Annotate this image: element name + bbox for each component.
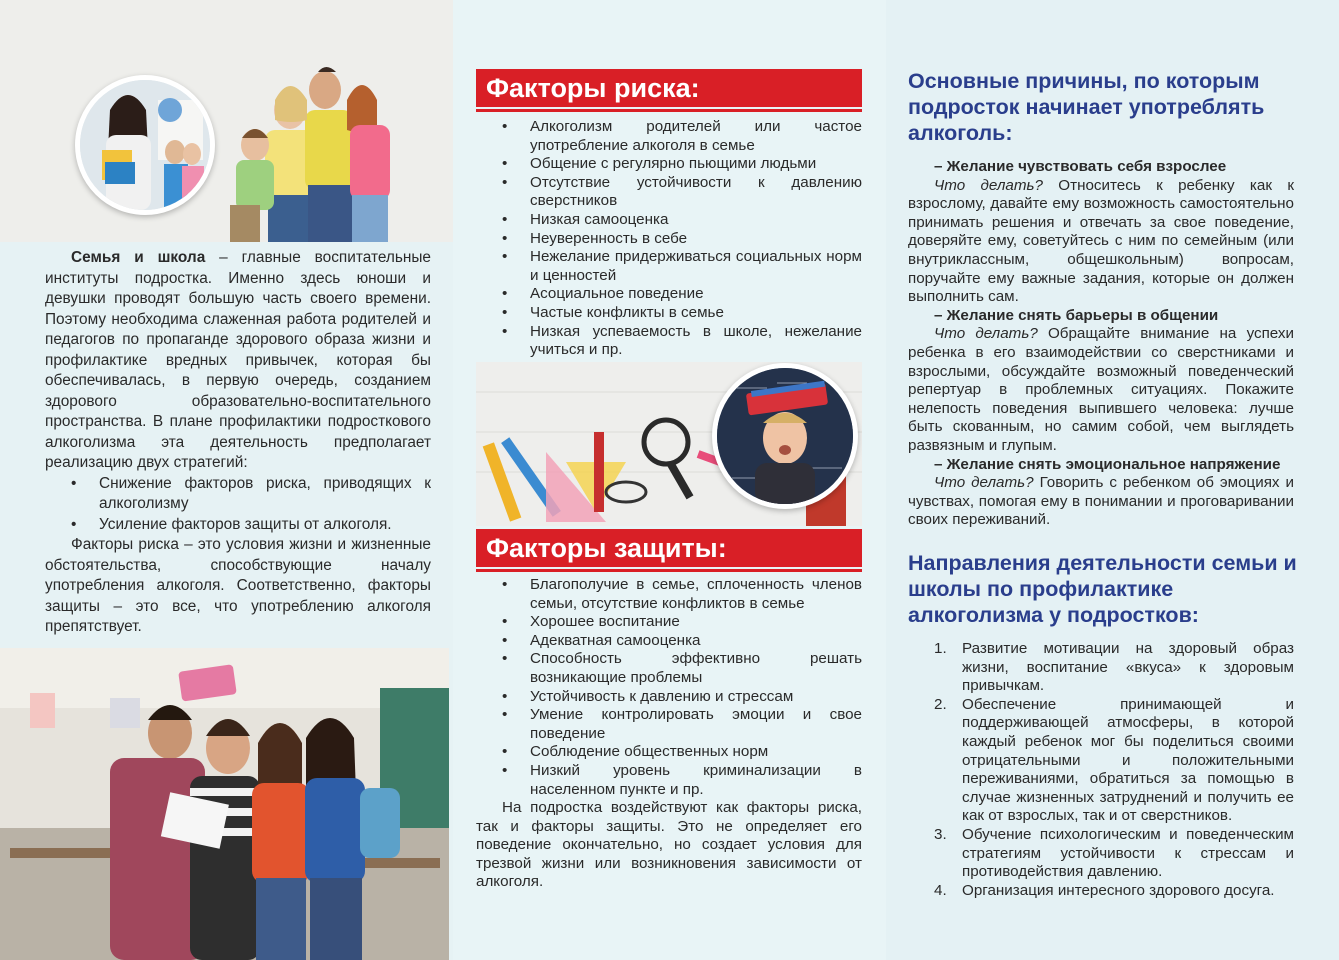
reasons-title: Основные причины, по которым подросток начинает употреблять алкоголь: bbox=[908, 69, 1265, 145]
direction-number: 3. bbox=[934, 825, 947, 843]
left-panel bbox=[0, 0, 453, 960]
directions-list bbox=[934, 640, 1294, 900]
protective-factors-title: Факторы защиты: bbox=[476, 529, 862, 567]
reason-advice-text: Относитесь к ребенку как к взрослому, давайте ему возможность самостоятельно принимать решения и отвечать за свое поведение, доверяйте ему, советуйтесь с ним по семейным (или внутриклассным, общешкольным) вопросам, поручайте ему важные задания, которые он должен выполнить сам. bbox=[908, 176, 1294, 306]
reason-item bbox=[908, 456, 1294, 530]
intro-bold-term: Семья и школа bbox=[71, 249, 206, 266]
protective-factor-item: • Устойчивость к давлению и стрессам bbox=[502, 688, 862, 707]
direction-item bbox=[934, 826, 1294, 882]
risk-factor-item: • Нежелание придерживаться социальных норм и ценностей bbox=[502, 248, 862, 285]
reason-advice-text: Обращайте внимание на успехи ребенка в его взаимодействии со сверстниками и взрослыми, обсуждайте возможный поведенческий репертуар в проблемных ситуациях. Покажите нелепость поведения выпившего человека: лучше быть скованным, но самим собой, чем выглядеть развязным и глупым. bbox=[908, 325, 1294, 454]
reason-advice bbox=[908, 474, 1294, 530]
boy-with-book-photo bbox=[712, 363, 858, 509]
direction-text: Обучение психологическим и поведенческим стратегиям устойчивости к стрессам и противодействия давлению. bbox=[962, 825, 1294, 881]
risk-factor-item: • Алкоголизм родителей или частое употребление алкоголя в семье bbox=[502, 118, 862, 155]
protective-factor-item: • Адекватная самооценка bbox=[502, 632, 862, 651]
risk-factor-item: • Частые конфликты в семье bbox=[502, 304, 862, 323]
directions-title: Направления деятельности семьи и школы по профилактике алкоголизма у подростков: bbox=[908, 551, 1297, 627]
risk-factor-item: • Низкая самооценка bbox=[502, 211, 862, 230]
risk-factor-item: • Общение с регулярно пьющими людьми bbox=[502, 155, 862, 174]
intro-text-block bbox=[45, 248, 431, 638]
risk-factor-item: • Низкая успеваемость в школе, нежелание учиться и пр. bbox=[502, 323, 862, 360]
protective-factor-item: • Хорошее воспитание bbox=[502, 613, 862, 632]
direction-text: Развитие мотивации на здоровый образ жизни, воспитание «вкуса» к здоровым привычкам. bbox=[962, 640, 1294, 695]
reasons-block bbox=[908, 158, 1294, 530]
direction-item bbox=[934, 882, 1294, 901]
what-to-do-label: Что делать? bbox=[934, 325, 1038, 343]
teens-illustration bbox=[0, 648, 449, 960]
protective-factor-item: • Соблюдение общественных норм bbox=[502, 743, 862, 762]
direction-item bbox=[934, 640, 1294, 696]
strategy-item: • Снижение факторов риска, приводящих к алкоголизму bbox=[45, 474, 431, 515]
teacher-illustration bbox=[80, 80, 210, 210]
what-to-do-label: Что делать? bbox=[934, 176, 1043, 194]
protective-factors-list bbox=[502, 576, 862, 799]
reason-item bbox=[908, 307, 1294, 456]
what-to-do-label: Что делать? bbox=[934, 474, 1034, 492]
middle-closing-paragraph: На подростка воздействуют как факторы риска, так и факторы защиты. Это не определяет его поведение окончательно, но создает условия для трезвой жизни или возникновения зависимости от алкоголя. bbox=[476, 799, 862, 891]
reason-heading: – Желание чувствовать себя взрослее bbox=[934, 158, 1227, 175]
reason-advice bbox=[908, 325, 1294, 455]
reason-heading: – Желание снять эмоциональное напряжение bbox=[934, 455, 1281, 473]
intro-text: – главные воспитательные институты подростка. Именно здесь юноши и девушки проводят большую часть своего времени. Поэтому необходима слаженная работа родителей и педагогов по пропаганде здорового образа жизни и профилактике вредных привычек, которая бы обеспечивалась, в первую очередь, созданием здорового образовательно-воспитательного пространства. В плане профилактики подросткового алкоголизма эта деятельность предполагает реализацию двух стратегий: bbox=[45, 249, 431, 471]
family-illustration bbox=[0, 0, 453, 242]
risk-factor-item: • Отсутствие устойчивости к давлению сверстников bbox=[502, 174, 862, 211]
family-photo bbox=[0, 0, 453, 242]
direction-number: 4. bbox=[934, 881, 947, 899]
strategy-item: • Усиление факторов защиты от алкоголя. bbox=[45, 515, 431, 536]
protective-factor-item: • Низкий уровень криминализации в населенном пункте и пр. bbox=[502, 762, 862, 799]
direction-number: 1. bbox=[934, 640, 947, 657]
school-supplies-photo bbox=[476, 362, 862, 526]
boy-illustration bbox=[717, 368, 853, 504]
protective-factor-item: • Способность эффективно решать возникающие проблемы bbox=[502, 650, 862, 687]
direction-text: Обеспечение принимающей и поддерживающей атмосферы, в которой каждый ребенок мог бы поделиться своими отрицательными и положительными переживаниями, обратиться за помощью в случае жизненных затруднений и получить ее как от взрослых, так и от сверстников. bbox=[962, 695, 1294, 825]
direction-text: Организация интересного здорового досуга. bbox=[962, 881, 1275, 899]
reason-item bbox=[908, 158, 1294, 307]
reason-advice-text: Говорить с ребенком об эмоциях и чувствах, помогая ему в понимании и проговаривании своих переживаний. bbox=[908, 474, 1295, 529]
intro-paragraph bbox=[45, 248, 431, 474]
risk-factor-item: • Асоциальное поведение bbox=[502, 285, 862, 304]
risk-factor-item: • Неуверенность в себе bbox=[502, 230, 862, 249]
risk-factors-title: Факторы риска: bbox=[476, 69, 862, 107]
risk-factors-list bbox=[502, 118, 862, 360]
direction-item bbox=[934, 696, 1294, 826]
reason-heading: – Желание снять барьеры в общении bbox=[934, 306, 1219, 324]
closing-paragraph: Факторы риска – это условия жизни и жизненные обстоятельства, способствующие началу употребления алкоголя. Соответственно, факторы защиты – это все, что употреблению алкоголя препятствует. bbox=[45, 536, 431, 635]
teens-selfie-photo bbox=[0, 648, 449, 960]
direction-number: 2. bbox=[934, 695, 947, 713]
teacher-photo bbox=[75, 75, 215, 215]
protective-factor-item: • Благополучие в семье, сплоченность членов семьи, отсутствие конфликтов в семье bbox=[502, 576, 862, 613]
protective-factor-item: • Умение контролировать эмоции и свое поведение bbox=[502, 706, 862, 743]
reason-advice bbox=[908, 177, 1294, 307]
strategies-list bbox=[45, 474, 431, 536]
